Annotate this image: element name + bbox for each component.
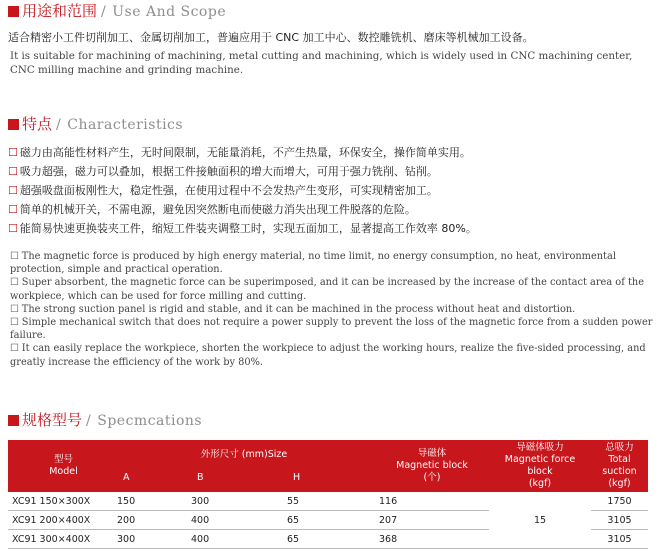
feature-en-text: It can easily replace the workpiece, shorten the workpiece to adjust the working hours, realize the five-sided processing, and greatly increase the efficiency of the work by 80%. (10, 343, 646, 368)
cell-a: 300 (113, 530, 187, 549)
features-list-en (10, 250, 655, 369)
header-mb-unit: (个) (423, 472, 441, 483)
feature-en-text: The strong suction panel is rigid and stable, and it can be machined in the process without heat and distortion. (21, 303, 576, 315)
header-mf-unit: (kgf) (528, 478, 552, 489)
feature-zh-text: 简单的机械开关，不需电源，避免因突然断电而使磁力消失出现工件脱落的危险。 (19, 203, 416, 216)
feature-en-item (10, 250, 655, 276)
cell-magnetic-force: 15 (489, 492, 591, 549)
feature-zh-text: 吸力超强，磁力可以叠加，根据工件接触面积的增大而增大，可用于强力铣削、钻削。 (19, 165, 438, 178)
features-list-zh (8, 143, 658, 238)
header-mf-en: Magnetic force block (504, 454, 576, 477)
checkbox-icon: ☐ (8, 203, 18, 216)
header-a: A (113, 466, 187, 492)
cell-total-suction: 3105 (591, 530, 648, 549)
header-total-suction (591, 440, 648, 492)
feature-en-item (10, 303, 655, 316)
checkbox-icon: ☐ (8, 184, 18, 197)
header-ts-unit: (kgf) (608, 478, 631, 489)
cell-b: 400 (187, 530, 283, 549)
checkbox-icon: ☐ (10, 277, 19, 289)
scope-title-en: Use And Scope (112, 4, 227, 20)
feature-en-item (10, 342, 655, 368)
header-b: B (187, 466, 283, 492)
separator: / (56, 117, 62, 133)
checkbox-icon: ☐ (10, 317, 19, 329)
section-heading-features (8, 114, 183, 135)
separator: / (101, 4, 107, 20)
cell-h: 65 (283, 530, 375, 549)
features-title-zh: 特点 (22, 115, 53, 133)
cell-magnetic-block: 207 (375, 511, 489, 530)
header-ts-en: Total suction (602, 454, 637, 477)
section-heading-scope (8, 1, 226, 22)
cell-b: 300 (187, 492, 283, 511)
header-mb-en: Magnetic block (396, 460, 468, 471)
red-square-icon (8, 119, 19, 130)
cell-b: 400 (187, 511, 283, 530)
specs-title-zh: 规格型号 (22, 411, 83, 429)
header-model-en: Model (49, 466, 78, 477)
checkbox-icon: ☐ (10, 303, 19, 315)
scope-text-zh: 适合精密小工件切削加工、金属切削加工，普遍应用于 CNC 加工中心、数控雕铣机、磨床等机械加工设备。 (8, 31, 534, 44)
cell-model: XC91 150×300X (8, 492, 113, 511)
checkbox-icon: ☐ (8, 146, 18, 159)
feature-en-item (10, 316, 655, 342)
feature-zh-item (8, 162, 658, 181)
feature-en-text: The magnetic force is produced by high energy material, no time limit, no energy consumption, no heat, environmental protection, simple and practical operation. (10, 251, 616, 276)
cell-total-suction: 3105 (591, 511, 648, 530)
features-title-en: Characteristics (67, 117, 184, 133)
table-header-row (8, 440, 648, 466)
cell-magnetic-block: 116 (375, 492, 489, 511)
table-row (8, 492, 648, 511)
feature-zh-text: 超强吸盘面板刚性大，稳定性强，在使用过程中不会发热产生变形，可实现精密加工。 (19, 184, 438, 197)
header-model (8, 440, 113, 492)
checkbox-icon: ☐ (10, 251, 19, 262)
cell-model: XC91 200×400X (8, 511, 113, 530)
section-heading-specs (8, 410, 202, 431)
header-model-zh: 型号 (53, 454, 73, 465)
checkbox-icon: ☐ (10, 343, 19, 355)
cell-total-suction: 1750 (591, 492, 648, 511)
header-magnetic-force (489, 440, 591, 492)
cell-a: 200 (113, 511, 187, 530)
checkbox-icon: ☐ (8, 165, 18, 178)
cell-magnetic-block: 368 (375, 530, 489, 549)
header-size: 外形尺寸 (mm)Size (113, 440, 375, 466)
header-h: H (283, 466, 375, 492)
feature-zh-item (8, 219, 658, 238)
feature-zh-text: 能简易快速更换装夹工件，缩短工件装夹调整工时，实现五面加工，显著提高工作效率 80%。 (19, 222, 477, 235)
feature-en-text: Simple mechanical switch that does not require a power supply to prevent the loss of the magnetic force from a sudden power failure. (10, 317, 653, 342)
header-magnetic-block (375, 440, 489, 492)
feature-zh-item (8, 143, 658, 162)
cell-h: 55 (283, 492, 375, 511)
feature-zh-item (8, 181, 658, 200)
feature-zh-text: 磁力由高能性材料产生，无时间限制，无能量消耗，不产生热量，环保安全，操作简单实用。 (19, 146, 471, 159)
feature-zh-item (8, 200, 658, 219)
checkbox-icon: ☐ (8, 222, 18, 235)
red-square-icon (8, 415, 19, 426)
specs-title-en: Specmcations (97, 413, 203, 429)
feature-en-item (10, 276, 655, 302)
header-mf-zh: 导磁体吸力 (516, 442, 564, 453)
feature-en-text: Super absorbent, the magnetic force can be superimposed, and it can be increased by the increase of the contact area of the workpiece, which can be used for force milling and cutting. (10, 277, 644, 302)
header-ts-zh: 总吸力 (605, 442, 634, 453)
spec-table (8, 440, 648, 549)
header-mb-zh: 导磁体 (417, 448, 447, 459)
cell-a: 150 (113, 492, 187, 511)
red-square-icon (8, 6, 19, 17)
scope-text-en: It is suitable for machining of machining, metal cutting and machining, which is widely used in CNC machining center, CNC milling machine and grinding machine. (10, 50, 633, 76)
separator: / (86, 413, 92, 429)
scope-title-zh: 用途和范围 (22, 2, 98, 20)
cell-model: XC91 300×400X (8, 530, 113, 549)
cell-h: 65 (283, 511, 375, 530)
